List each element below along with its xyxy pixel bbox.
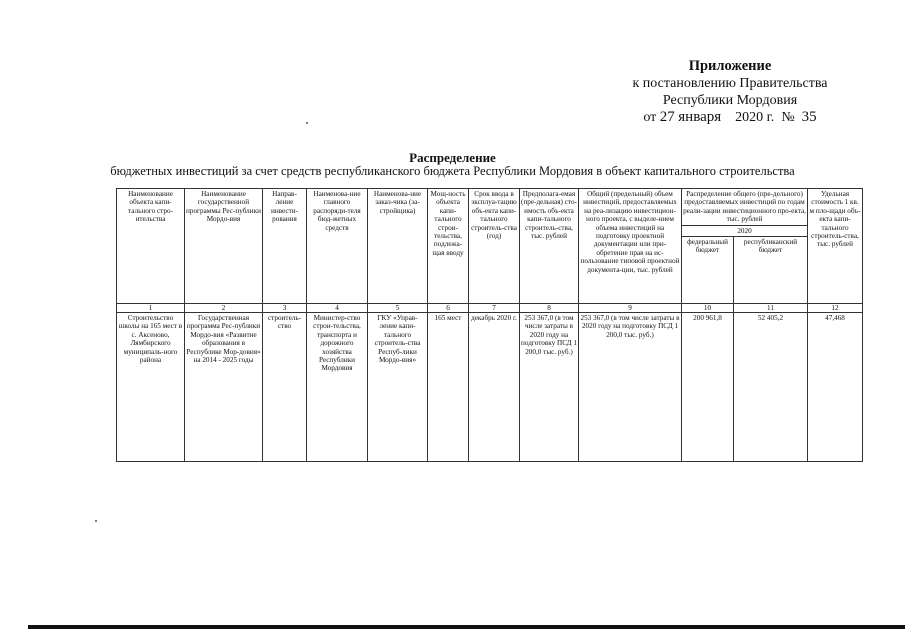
column-number: 4 (307, 304, 368, 313)
column-number: 8 (520, 304, 579, 313)
header-distribution-group: Распределение общего (пре-дельного) предоставляемых инвестиций по годам реали-зации инвестиционного про-екта, тыс. рублей (683, 190, 806, 224)
appendix-header (560, 58, 900, 126)
date-prefix: от (643, 110, 657, 125)
header-main-manager: Наименова-ние главного распоряди-теля бюд-жетных средств (307, 189, 368, 304)
scan-speck (95, 520, 97, 522)
header-republican-budget: республиканский бюджет (734, 237, 808, 304)
cell-main-manager: Министер-ство строи-тельства, транспорта и дорожного хозяйства Республики Мордовия (307, 313, 368, 462)
header-customer: Наименова-ние заказ-чика (за-стройщика) (368, 189, 428, 304)
cell-federal-budget: 200 961,8 (682, 313, 734, 462)
column-number: 7 (469, 304, 520, 313)
header-federal-budget: федеральный бюджет (682, 237, 734, 304)
column-number: 9 (579, 304, 682, 313)
appendix-line-1: к постановлению Правительства (632, 76, 828, 91)
cell-capacity: 165 мест (428, 313, 469, 462)
appendix-title: Приложение (688, 58, 772, 74)
appendix-line-2: Республики Мордовия (662, 93, 798, 108)
cell-commissioning-date: декабрь 2020 г. (469, 313, 520, 462)
scan-edge-line (28, 625, 905, 629)
document-subtitle: бюджетных инвестиций за счет средств республиканского бюджета Республики Мордовия в объект капитального строительства (110, 164, 795, 178)
date-day: 27 (659, 109, 675, 125)
header-object-name: Наименование объекта капи-тального стро-ительства (117, 189, 185, 304)
cell-total-investment: 253 367,0 (в том числе затраты в 2020 году на подготовку ПСД 1 200,0 тыс. руб.) (579, 313, 682, 462)
number-sign: № (781, 110, 795, 125)
header-estimated-cost: Предполага-емая (пре-дельная) сто-имость объ-екта капи-тального строитель-ства, тыс. рублей (520, 189, 579, 304)
cell-investment-direction: строитель-ство (263, 313, 307, 462)
cell-customer: ГКУ «Управ-ление капи-тального строитель-ства Респуб-лики Мордо-вия» (368, 313, 428, 462)
header-row-top (117, 189, 863, 226)
column-number: 11 (734, 304, 808, 313)
investment-table (116, 188, 863, 462)
cell-republican-budget: 52 405,2 (734, 313, 808, 462)
column-number: 10 (682, 304, 734, 313)
cell-object-name: Строительство школы на 165 мест в с. Аксеново, Лямбирского муниципаль-ного района (117, 313, 185, 462)
header-investment-direction: Направ-ление инвести-рования (263, 189, 307, 304)
table-row (117, 313, 863, 462)
cell-estimated-cost: 253 367,0 (в том числе затраты в 2020 году на подготовку ПСД 1 200,0 тыс. руб.) (520, 313, 579, 462)
document-title: Распределение (409, 150, 496, 165)
scan-speck (306, 122, 308, 124)
header-capacity: Мощ-ность объекта капи-тального строи-тельства, подлежа-щая вводу (428, 189, 469, 304)
cell-unit-cost: 47,468 (808, 313, 863, 462)
column-number-row (117, 304, 863, 313)
appendix-dateline (560, 109, 900, 126)
column-number: 3 (263, 304, 307, 313)
date-month: января (678, 109, 722, 125)
column-number: 1 (117, 304, 185, 313)
column-number: 5 (368, 304, 428, 313)
header-program-name: Наименование государственной программы Рес-публики Мордо-вия (185, 189, 263, 304)
date-year: 2020 г. (735, 110, 775, 125)
header-unit-cost: Удельная стоимость 1 кв. м пло-щади объ-екта капи-тального строитель-ства, тыс. рублей (808, 189, 863, 304)
column-number: 2 (185, 304, 263, 313)
header-total-investment: Общий (предельный) объем инвестиций, предоставляемых на реа-лизацию инвестицион-ного проекта, с выделе-нием объема инвестиций на подготовку проектной документации или при-обретение прав на ис-пользование типовой проектной документа-ции, тыс. рублей (579, 189, 682, 304)
header-commissioning-date: Срок ввода в эксплуа-тацию объ-екта капи-тального строитель-ства (год) (469, 189, 520, 304)
column-number: 12 (808, 304, 863, 313)
document-number: 35 (801, 109, 817, 125)
column-number: 6 (428, 304, 469, 313)
cell-program-name: Государственная программа Рес-публики Мордо-вия «Развитие образования в Республике Мор-довия» на 2014 - 2025 годы (185, 313, 263, 462)
header-year: 2020 (682, 225, 808, 236)
